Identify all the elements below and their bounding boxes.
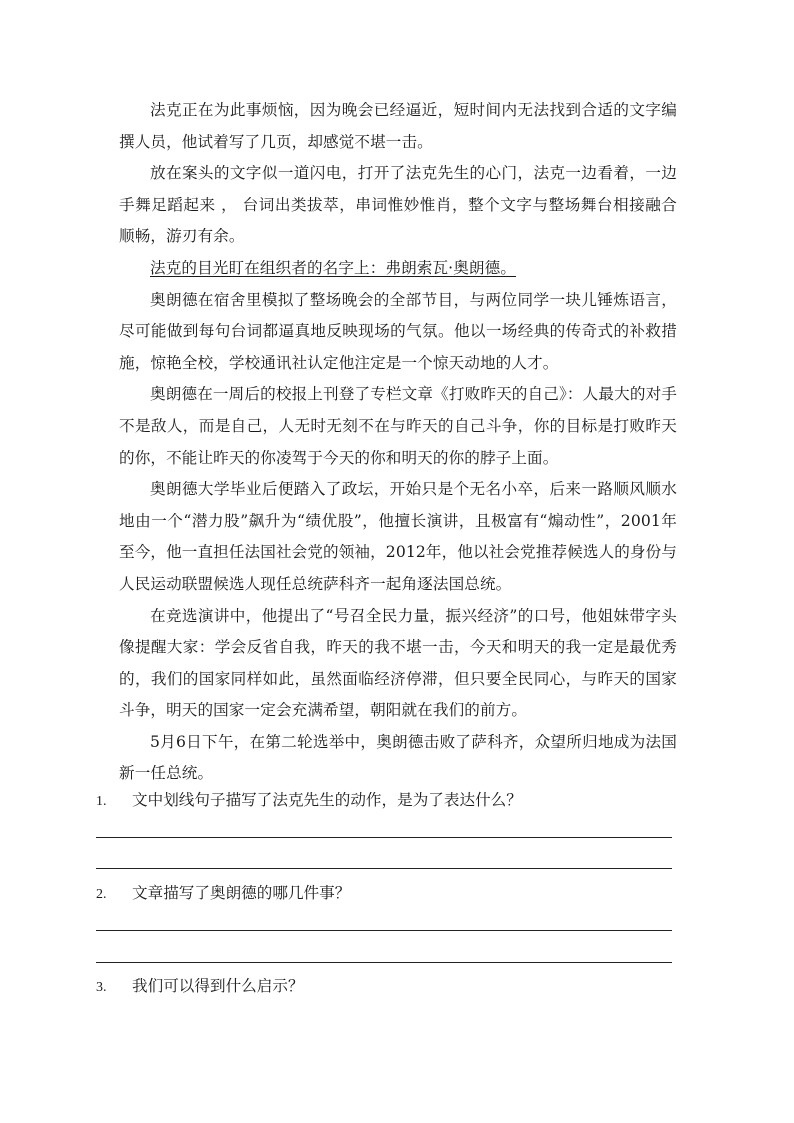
paragraph: 5月6日下午，在第二轮选举中，奥朗德击败了萨科齐，众望所归地成为法国新一任总统。 bbox=[119, 732, 677, 783]
paragraph: 放在案头的文字似一道闪电，打开了法克先生的心门，法克一边看着，一边手舞足蹈起来 ， 台词出类拔萃，串词惟妙惟肖，整个文字与整场舞台相接融合顺畅，游刃有余。 bbox=[119, 164, 677, 246]
paragraph: 在竞选演讲中，他提出了“号召全民力量，振兴经济”的口号，他姐妹带字头像提醒大家：学会反省自我，昨天的我不堪一击，今天和明天的我一定是最优秀的，我们的国家同样如此，虽然面临经济停滞，但只要全民同心，与昨天的国家斗争，明天的国家一定会充满希望，朝阳就在我们的前方。 bbox=[119, 606, 677, 720]
answer-line[interactable] bbox=[96, 930, 672, 931]
question-number: 3. bbox=[96, 980, 107, 995]
question-2 bbox=[96, 882, 350, 906]
question-1 bbox=[96, 789, 522, 813]
underlined-sentence: 法克的目光盯在组织者的名字上：弗朗索瓦·奥朗德。 bbox=[150, 258, 517, 277]
reading-passage bbox=[119, 95, 677, 790]
question-text: 文章描写了奥朗德的哪几件事？ bbox=[132, 884, 351, 902]
answer-line[interactable] bbox=[96, 962, 672, 963]
answer-line[interactable] bbox=[96, 837, 672, 838]
question-text: 我们可以得到什么启示？ bbox=[132, 977, 304, 995]
paragraph: 法克正在为此事烦恼，因为晚会已经逼近，短时间内无法找到合适的文字编撰人员，他试着写了几页，却感觉不堪一击。 bbox=[119, 101, 677, 151]
paragraph: 奥朗德大学毕业后便踏入了政坛，开始只是个无名小卒，后来一路顺风顺水地由一个“潜力股”飙升为“绩优股”，他擅长演讲，且极富有“煽动性”，2001年至今，他一直担任法国社会党的领袖，2012年，他以社会党推荐候选人的身份与人民运动联盟候选人现任总统萨科齐一起角逐法国总统。 bbox=[119, 480, 677, 593]
answer-line[interactable] bbox=[96, 868, 672, 869]
question-3 bbox=[96, 975, 304, 999]
paragraph: 奥朗德在一周后的校报上刊登了专栏文章《打败昨天的自己》：人最大的对手不是敌人，而是自己，人无时无刻不在与昨天的自己斗争，你的目标是打败昨天的你，不能让昨天的你凌驾于今天的你和明天的你的脖子上面。 bbox=[119, 385, 677, 467]
question-text: 文中划线句子描写了法克先生的动作，是为了表达什么？ bbox=[132, 791, 522, 809]
underlined-paragraph bbox=[119, 253, 677, 285]
question-number: 1. bbox=[96, 794, 107, 809]
question-number: 2. bbox=[96, 887, 107, 902]
paragraph: 奥朗德在宿舍里模拟了整场晚会的全部节目，与两位同学一块儿锤炼语言，尽可能做到每句台词都逼真地反映现场的气氛。他以一场经典的传奇式的补救措施，惊艳全校，学校通讯社认定他注定是一个惊天动地的人才。 bbox=[119, 290, 677, 372]
